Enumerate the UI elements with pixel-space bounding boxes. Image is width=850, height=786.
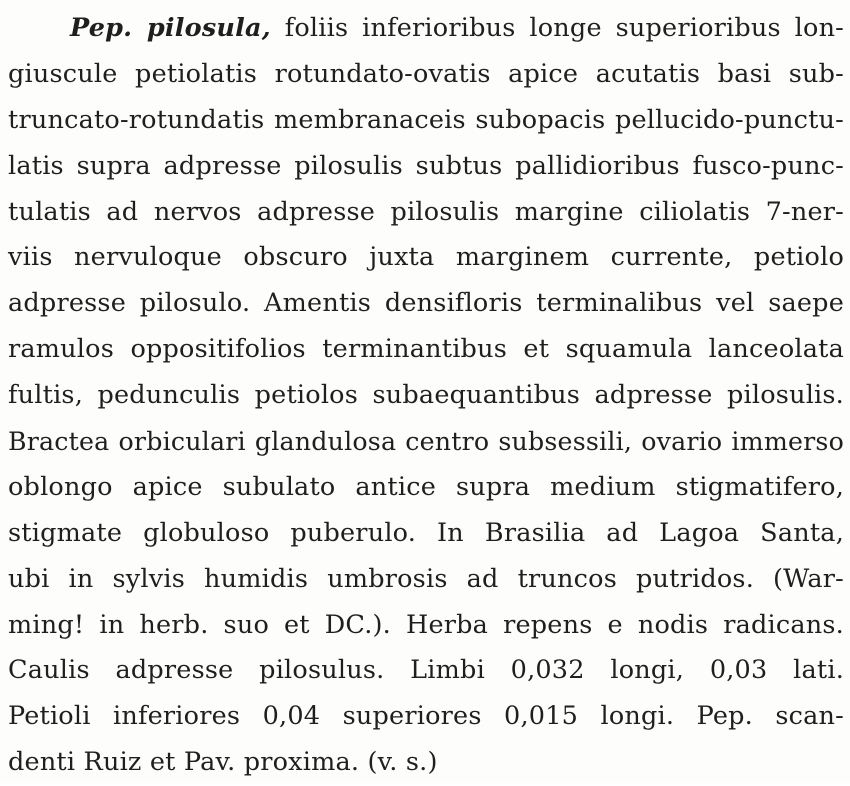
text-line-14: ming! in herb. suo et DC.). Herba repens e nodis radicans.: [8, 609, 844, 640]
text-line-10: Bractea orbiculari glandulosa centro subsessili, ovario immerso: [8, 427, 844, 457]
text-line-3: truncato-rotundatis membranaceis subopacis pellucido-punctu-: [8, 104, 844, 135]
species-description: [8, 6, 844, 786]
text-line-4: latis supra adpresse pilosulis subtus pallidioribus fusco-punc-: [8, 150, 844, 181]
text-line-12: stigmate globuloso puberulo. In Brasilia ad Lagoa Santa,: [8, 517, 844, 548]
text-line-1: [8, 6, 844, 52]
text-line-6: viis nervuloque obscuro juxta marginem currente, petiolo: [8, 242, 844, 273]
text-line-13: ubi in sylvis humidis umbrosis ad truncos putridos. (War-: [8, 563, 844, 594]
text-line-8: ramulos oppositifolios terminantibus et squamula lanceolata: [8, 334, 844, 365]
text-line-1-body: foliis inferioribus longe superioribus lon-: [284, 13, 845, 43]
text-line-2: giuscule petiolatis rotundato-ovatis apice acutatis basi sub-: [8, 58, 844, 89]
text-line-5: tulatis ad nervos adpresse pilosulis margine ciliolatis 7-ner-: [8, 196, 844, 227]
text-line-9: fultis, pedunculis petiolos subaequantibus adpresse pilosulis.: [8, 380, 844, 411]
text-line-15: Caulis adpresse pilosulus. Limbi 0,032 longi, 0,03 lati.: [8, 655, 844, 686]
taxon-name: Pep. pilosula,: [70, 13, 271, 43]
text-line-16: Petioli inferiores 0,04 superiores 0,015 longi. Pep. scan-: [8, 701, 844, 732]
text-line-11: oblongo apice subulato antice supra medium stigmatifero,: [8, 471, 844, 502]
text-line-17: denti Ruiz et Pav. proxima. (v. s.): [8, 747, 438, 778]
text-line-7: adpresse pilosulo. Amentis densifloris terminalibus vel saepe: [8, 288, 844, 319]
